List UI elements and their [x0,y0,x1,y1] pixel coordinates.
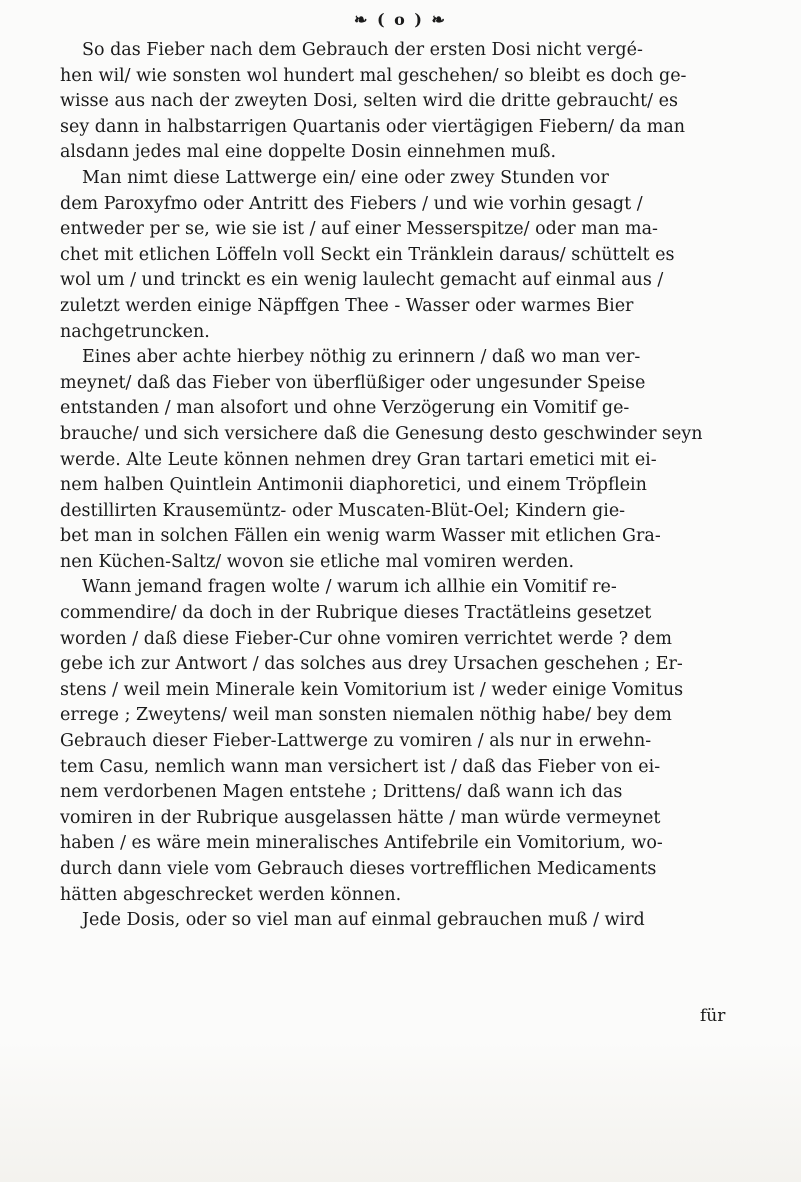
text-line: brauche/ und sich versichere daß die Genesung desto geschwinder seyn [60,423,703,444]
text-line: Wann jemand fragen wolte / warum ich allhie ein Vomitif re- [82,577,617,598]
text-line: entstanden / man alsofort und ohne Verzögerung ein Vomitif ge- [60,398,630,419]
text-line: Eines aber achte hierbey nöthig zu erinnern / daß wo man ver- [82,347,641,368]
text-line: worden / daß diese Fieber-Cur ohne vomiren verrichtet werde ? dem [60,628,672,649]
text-line: Man nimt diese Lattwerge ein/ eine oder zwey Stunden vor [82,167,609,188]
text-line: stens / weil mein Minerale kein Vomitorium ist / weder einige Vomitus [60,679,684,700]
text-line: sey dann in halbstarrigen Quartanis oder viertägigen Fiebern/ da man [60,116,686,137]
text-line: nachgetruncken. [60,321,210,342]
body-text [60,38,760,934]
text-line: Jede Dosis, oder so viel man auf einmal gebrauchen muß / wird [82,910,645,931]
text-line: alsdann jedes mal eine doppelte Dosin einnehmen muß. [60,142,557,163]
text-line: gebe ich zur Antwort / das solches aus drey Ursachen geschehen ; Er- [60,654,683,675]
catchword: für [700,1006,726,1026]
text-line: nem halben Quintlein Antimonii diaphoretici, und einem Tröpflein [60,475,647,496]
text-line: nem verdorbenen Magen entstehe ; Drittens/ daß wann ich das [60,782,623,803]
text-line: hätten abgeschrecket werden können. [60,884,402,905]
text-line: commendire/ da doch in der Rubrique dieses Tractätleins gesetzet [60,603,652,624]
text-line: zuletzt werden einige Näpffgen Thee - Wasser oder warmes Bier [60,295,634,316]
text-line: durch dann viele vom Gebrauch dieses vortrefflichen Medicaments [60,859,657,879]
text-line: wol um / und trinckt es ein wenig laulecht gemacht auf einmal aus / [60,270,664,291]
text-line: nen Küchen-Saltz/ wovon sie etliche mal vomiren werden. [60,551,575,572]
text-line: bet man in solchen Fällen ein wenig warm Wasser mit etlichen Gra- [60,526,661,547]
text-line: chet mit etlichen Löffeln voll Seckt ein Tränklein daraus/ schüttelt es [60,244,675,265]
page-header: ❧ ( o ) ❧ [354,10,447,29]
page-margin-shading [0,1040,801,1182]
text-line: entweder per se, wie sie ist / auf einer Messerspitze/ oder man ma- [60,219,658,240]
text-line: hen wil/ wie sonsten wol hundert mal geschehen/ so bleibt es doch ge- [60,65,687,86]
text-line: Gebrauch dieser Fieber-Lattwerge zu vomiren / als nur in erwehn- [60,731,652,752]
text-line: tem Casu, nemlich wann man versichert ist / daß das Fieber von ei- [60,756,661,777]
text-line: werde. Alte Leute können nehmen drey Gran tartari emetici mit ei- [60,449,657,470]
text-line: So das Fieber nach dem Gebrauch der ersten Dosi nicht vergé- [82,40,643,60]
text-line: dem Paroxyfmo oder Antritt des Fiebers / und wie vorhin gesagt / [60,193,643,214]
text-line: errege ; Zweytens/ weil man sonsten niemalen nöthig habe/ bey dem [60,705,672,726]
text-line: vomiren in der Rubrique ausgelassen hätte / man würde vermeynet [60,807,661,828]
text-line: meynet/ daß das Fieber von überflüßiger oder ungesunder Speise [60,372,646,393]
text-line: wisse aus nach der zweyten Dosi, selten wird die dritte gebraucht/ es [60,91,678,112]
text-line: haben / es wäre mein mineralisches Antifebrile ein Vomitorium, wo- [60,833,663,854]
text-line: destillirten Krausemüntz- oder Muscaten-Blüt-Oel; Kindern gie- [60,500,626,521]
